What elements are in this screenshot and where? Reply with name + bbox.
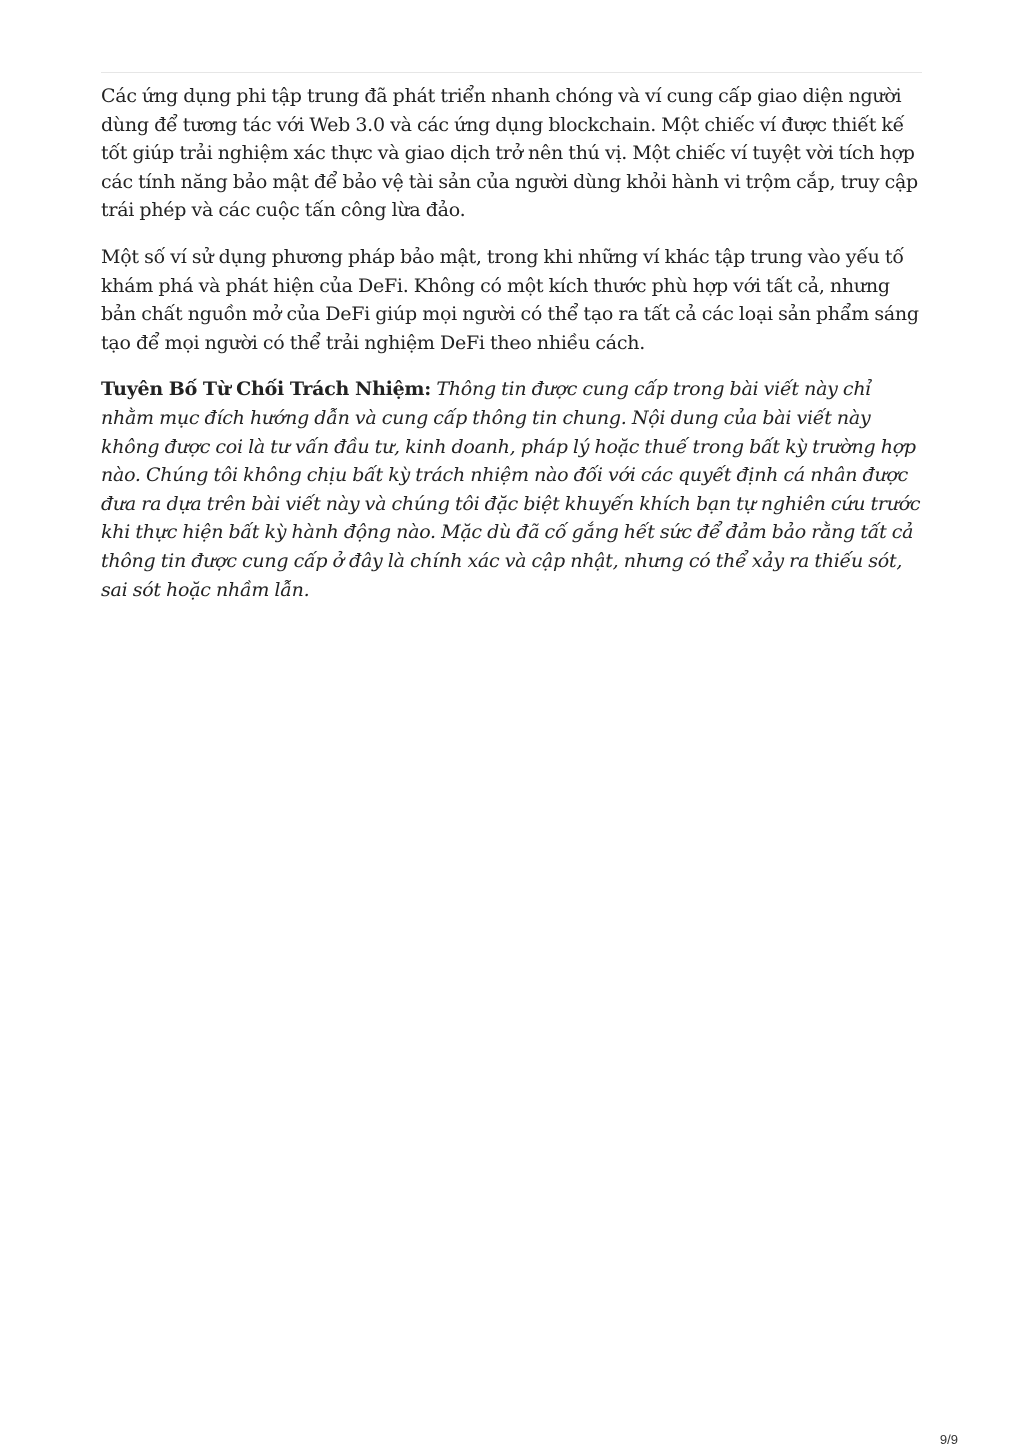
disclaimer — [101, 375, 922, 604]
page-number: 9/9 — [939, 1432, 958, 1447]
top-divider — [101, 72, 922, 73]
disclaimer-label: Tuyên Bố Từ Chối Trách Nhiệm: — [101, 378, 432, 401]
article-body — [101, 82, 922, 622]
paragraph-wallet-approaches: Một số ví sử dụng phương pháp bảo mật, trong khi những ví khác tập trung vào yếu tố khám phá và phát hiện của DeFi. Không có một kích thước phù hợp với tất cả, nhưng bản chất nguồn mở của DeFi giúp mọi người có thể tạo ra tất cả các loại sản phẩm sáng tạo để mọi người có thể trải nghiệm DeFi theo nhiều cách. — [101, 245, 919, 354]
paragraph-dapps-wallets: Các ứng dụng phi tập trung đã phát triển nhanh chóng và ví cung cấp giao diện người dùng để tương tác với Web 3.0 và các ứng dụng blockchain. Một chiếc ví được thiết kế tốt giúp trải nghiệm xác thực và giao dịch trở nên thú vị. Một chiếc ví tuyệt vời tích hợp các tính năng bảo mật để bảo vệ tài sản của người dùng khỏi hành vi trộm cắp, truy cập trái phép và các cuộc tấn công lừa đảo. — [101, 85, 918, 222]
disclaimer-text: Thông tin được cung cấp trong bài viết này chỉ nhằm mục đích hướng dẫn và cung cấp thông tin chung. Nội dung của bài viết này không được coi là tư vấn đầu tư, kinh doanh, pháp lý hoặc thuế trong bất kỳ trường hợp nào. Chúng tôi không chịu bất kỳ trách nhiệm nào đối với các quyết định cá nhân được đưa ra dựa trên bài viết này và chúng tôi đặc biệt khuyến khích bạn tự nghiên cứu trước khi thực hiện bất kỳ hành động nào. Mặc dù đã cố gắng hết sức để đảm bảo rằng tất cả thông tin được cung cấp ở đây là chính xác và cập nhật, nhưng có thể xảy ra thiếu sót, sai sót hoặc nhầm lẫn. — [101, 378, 921, 601]
